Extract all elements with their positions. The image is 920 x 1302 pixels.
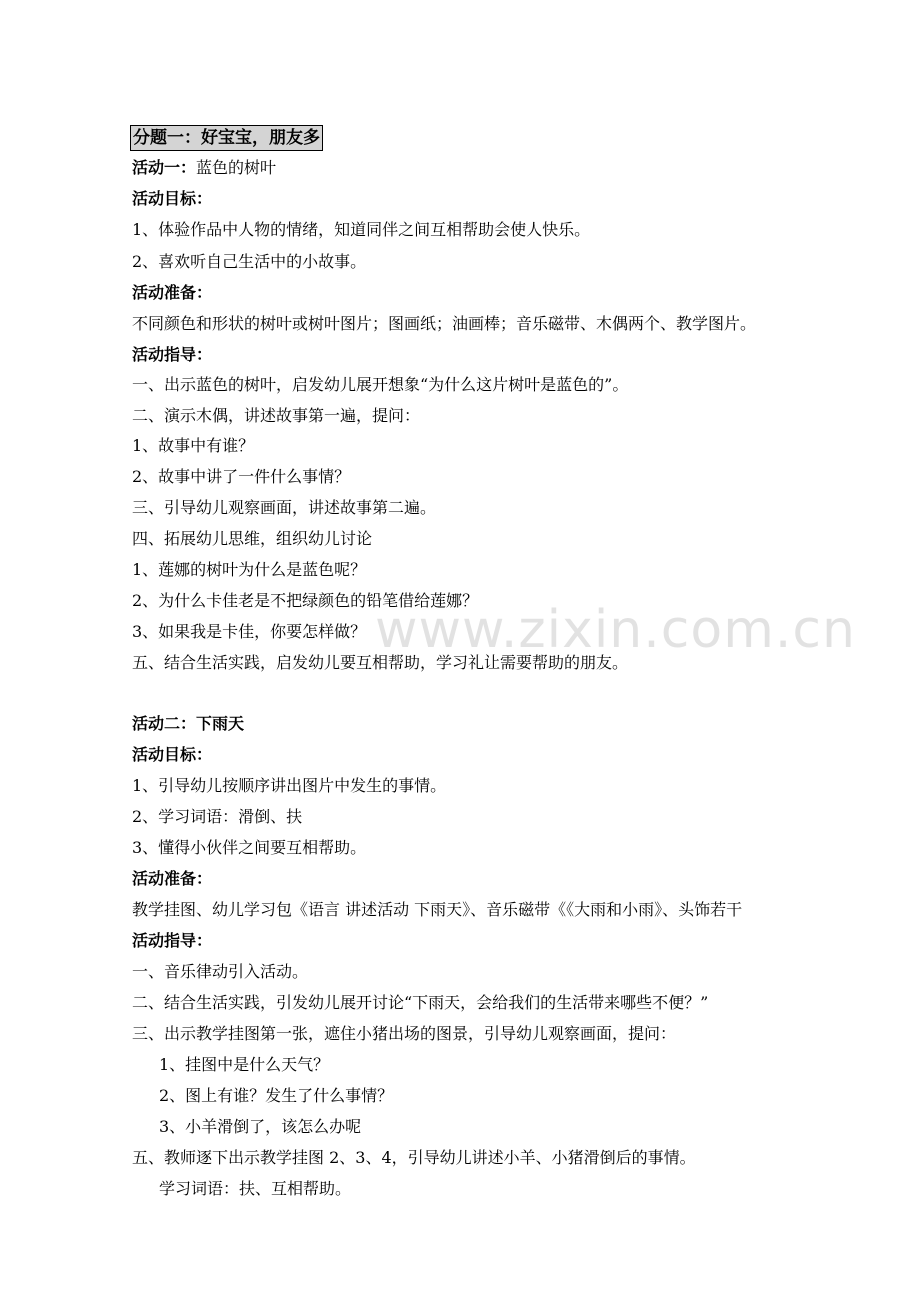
activity1-prep-label: 活动准备： bbox=[132, 283, 213, 302]
activity2-question: 3、小羊滑倒了，该怎么办呢 bbox=[159, 1117, 362, 1136]
activity2-guide-step: 三、出示教学挂图第一张，遮住小猪出场的图景，引导幼儿观察画面，提问： bbox=[132, 1024, 677, 1043]
activity2-guide-step5: 五、教师逐下出示教学挂图 2、3、4，引导幼儿讲述小羊、小猪滑倒后的事情。 bbox=[132, 1148, 696, 1167]
activity1-guide-step: 三、引导幼儿观察画面，讲述故事第二遍。 bbox=[132, 498, 437, 517]
section-heading: 分题一：好宝宝，朋友多 bbox=[130, 125, 323, 151]
activity1-title bbox=[132, 158, 276, 178]
activity2-question: 1、挂图中是什么天气？ bbox=[159, 1055, 330, 1074]
activity1-guide-step: 1、莲娜的树叶为什么是蓝色呢？ bbox=[132, 560, 367, 579]
activity2-question: 2、图上有谁？发生了什么事情？ bbox=[159, 1086, 394, 1105]
activity2-guide-step: 二、结合生活实践，引发幼儿展开讨论“下雨天，会给我们的生活带来哪些不便？” bbox=[132, 993, 709, 1012]
activity2-guide-step: 一、音乐律动引入活动。 bbox=[132, 962, 309, 981]
activity1-title-value: 蓝色的树叶 bbox=[196, 158, 277, 177]
activity1-guide-label: 活动指导： bbox=[132, 345, 213, 364]
activity2-words: 学习词语：扶、互相帮助。 bbox=[159, 1179, 352, 1198]
activity1-guide-step: 2、故事中讲了一件什么事情？ bbox=[132, 467, 351, 486]
activity2-goals-label: 活动目标： bbox=[132, 745, 213, 764]
activity2-goal: 2、学习词语：滑倒、扶 bbox=[132, 807, 303, 826]
activity1-guide-step: 四、拓展幼儿思维，组织幼儿讨论 bbox=[132, 529, 373, 548]
activity2-prep: 教学挂图、幼儿学习包《语言 讲述活动 下雨天》、音乐磁带《《大雨和小雨》、头饰若干 bbox=[132, 900, 743, 919]
activity1-title-label: 活动一： bbox=[132, 158, 197, 177]
activity1-goal: 1、体验作品中人物的情绪，知道同伴之间互相帮助会使人快乐。 bbox=[132, 220, 591, 239]
activity1-guide-step: 2、为什么卡佳老是不把绿颜色的铅笔借给莲娜？ bbox=[132, 591, 479, 610]
activity2-prep-label: 活动准备： bbox=[132, 869, 213, 888]
activity2-goal: 3、懂得小伙伴之间要互相帮助。 bbox=[132, 838, 367, 857]
activity1-guide-step: 二、演示木偶，讲述故事第一遍，提问： bbox=[132, 406, 421, 425]
activity1-guide-step: 3、如果我是卡佳，你要怎样做？ bbox=[132, 622, 367, 641]
activity2-title: 活动二：下雨天 bbox=[132, 714, 245, 733]
activity1-goals-label: 活动目标： bbox=[132, 189, 213, 208]
activity2-guide-label: 活动指导： bbox=[132, 931, 213, 950]
activity1-guide-step: 1、故事中有谁？ bbox=[132, 436, 255, 455]
activity2-goal: 1、引导幼儿按顺序讲出图片中发生的事情。 bbox=[132, 776, 447, 795]
activity1-prep: 不同颜色和形状的树叶或树叶图片；图画纸；油画棒；音乐磁带、木偶两个、教学图片。 bbox=[132, 314, 757, 333]
activity1-goal: 2、喜欢听自己生活中的小故事。 bbox=[132, 252, 367, 271]
activity1-guide-step: 五、结合生活实践，启发幼儿要互相帮助，学习礼让需要帮助的朋友。 bbox=[132, 653, 629, 672]
watermark: www.zixin.com.cn bbox=[375, 600, 856, 660]
activity1-guide-step: 一、出示蓝色的树叶，启发幼儿展开想象“为什么这片树叶是蓝色的”。 bbox=[132, 375, 629, 394]
